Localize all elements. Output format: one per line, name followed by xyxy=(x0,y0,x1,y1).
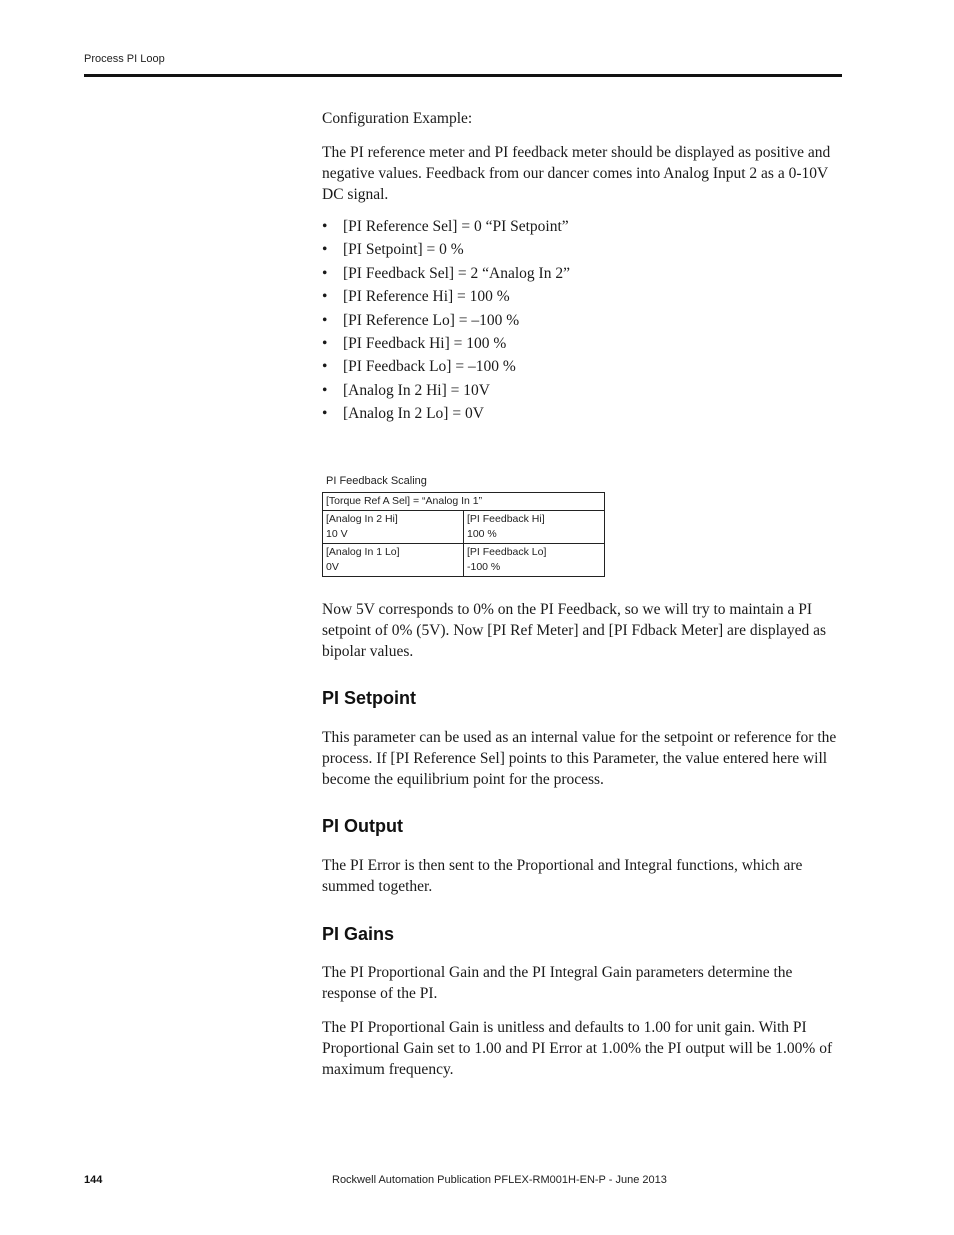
cell-parameter-value: 10 V xyxy=(326,528,348,540)
cell-parameter-name: [Analog In 1 Lo] xyxy=(326,546,400,558)
list-item-text: [PI Reference Lo] = –100 % xyxy=(343,311,520,329)
list-item-text: [PI Feedback Sel] = 2 “Analog In 2” xyxy=(343,264,570,282)
section-body-pi-setpoint: This parameter can be used as an internal value for the setpoint or reference for the process. If [PI Reference Sel] points to this Parameter, the value entered here will become the equilibrium point for the process. xyxy=(322,729,837,788)
table-cell xyxy=(323,511,464,544)
list-item-text: [PI Setpoint] = 0 % xyxy=(343,241,464,259)
cell-parameter-name: [Analog In 2 Hi] xyxy=(326,513,398,525)
section-heading-pi-output: PI Output xyxy=(322,816,403,836)
bullet-glyph: • xyxy=(322,288,328,306)
running-head: Process PI Loop xyxy=(84,53,165,65)
section-body-pi-gains-2: The PI Proportional Gain is unitless and defaults to 1.00 for unit gain. With PI Proportional Gain set to 1.00 and PI Error at 1.00% the PI output will be 1.00% of maximum frequency. xyxy=(322,1019,833,1078)
list-item-text: [PI Reference Sel] = 0 “PI Setpoint” xyxy=(343,218,569,235)
table-caption: PI Feedback Scaling xyxy=(326,475,427,487)
section-body-pi-gains-1: The PI Proportional Gain and the PI Integral Gain parameters determine the response of the PI. xyxy=(322,964,793,1002)
cell-parameter-name: [PI Feedback Lo] xyxy=(467,546,547,558)
list-item xyxy=(322,380,844,403)
table-row xyxy=(323,544,605,577)
table-header-row xyxy=(323,493,605,511)
bullet-glyph: • xyxy=(322,358,328,376)
list-item-text: [PI Reference Hi] = 100 % xyxy=(343,288,510,306)
intro-paragraph: The PI reference meter and PI feedback meter should be displayed as positive and negative values. Feedback from our dancer comes into Analog Input 2 as a 0-10V DC signal. xyxy=(322,144,831,203)
list-item xyxy=(322,403,844,426)
bullet-glyph: • xyxy=(322,381,328,399)
bullet-glyph: • xyxy=(322,264,328,282)
bullet-glyph: • xyxy=(322,334,328,352)
cell-parameter-name: [PI Feedback Hi] xyxy=(467,513,545,525)
cell-parameter-value: 0V xyxy=(326,561,339,573)
list-item-text: [Analog In 2 Lo] = 0V xyxy=(343,405,484,423)
list-item-text: [PI Feedback Hi] = 100 % xyxy=(343,334,507,352)
list-item xyxy=(322,263,844,286)
list-item xyxy=(322,239,844,262)
footer-publication: Rockwell Automation Publication PFLEX-RM001H-EN-P - June 2013 xyxy=(332,1174,667,1186)
bullet-glyph: • xyxy=(322,218,328,235)
table-row xyxy=(323,511,605,544)
table-header-cell: [Torque Ref A Sel] = “Analog In 1” xyxy=(323,493,605,511)
bipolar-paragraph: Now 5V corresponds to 0% on the PI Feedback, so we will try to maintain a PI setpoint of 0% (5V). Now [PI Ref Meter] and [PI Fdback Meter] are displayed as bipolar values. xyxy=(322,601,827,660)
section-heading-pi-setpoint: PI Setpoint xyxy=(322,688,416,708)
table-cell xyxy=(464,544,605,577)
table-cell xyxy=(323,544,464,577)
bullet-glyph: • xyxy=(322,241,328,259)
list-item xyxy=(322,356,844,379)
table-cell xyxy=(464,511,605,544)
section-heading-pi-gains: PI Gains xyxy=(322,924,395,944)
bullet-glyph: • xyxy=(322,311,328,329)
cell-parameter-value: -100 % xyxy=(467,561,501,573)
page-number: 144 xyxy=(84,1174,103,1186)
pi-feedback-scaling-table xyxy=(322,492,605,577)
list-item xyxy=(322,310,844,333)
list-item xyxy=(322,216,844,239)
cell-parameter-value: 100 % xyxy=(467,528,497,540)
list-item xyxy=(322,333,844,356)
list-item xyxy=(322,286,844,309)
list-item-text: [PI Feedback Lo] = –100 % xyxy=(343,358,516,376)
parameter-list xyxy=(322,216,844,427)
list-item-text: [Analog In 2 Hi] = 10V xyxy=(343,381,490,399)
configuration-example-label: Configuration Example: xyxy=(322,110,473,127)
bullet-glyph: • xyxy=(322,405,328,423)
header-rule xyxy=(84,74,842,77)
section-body-pi-output: The PI Error is then sent to the Proportional and Integral functions, which are summed together. xyxy=(322,857,803,895)
